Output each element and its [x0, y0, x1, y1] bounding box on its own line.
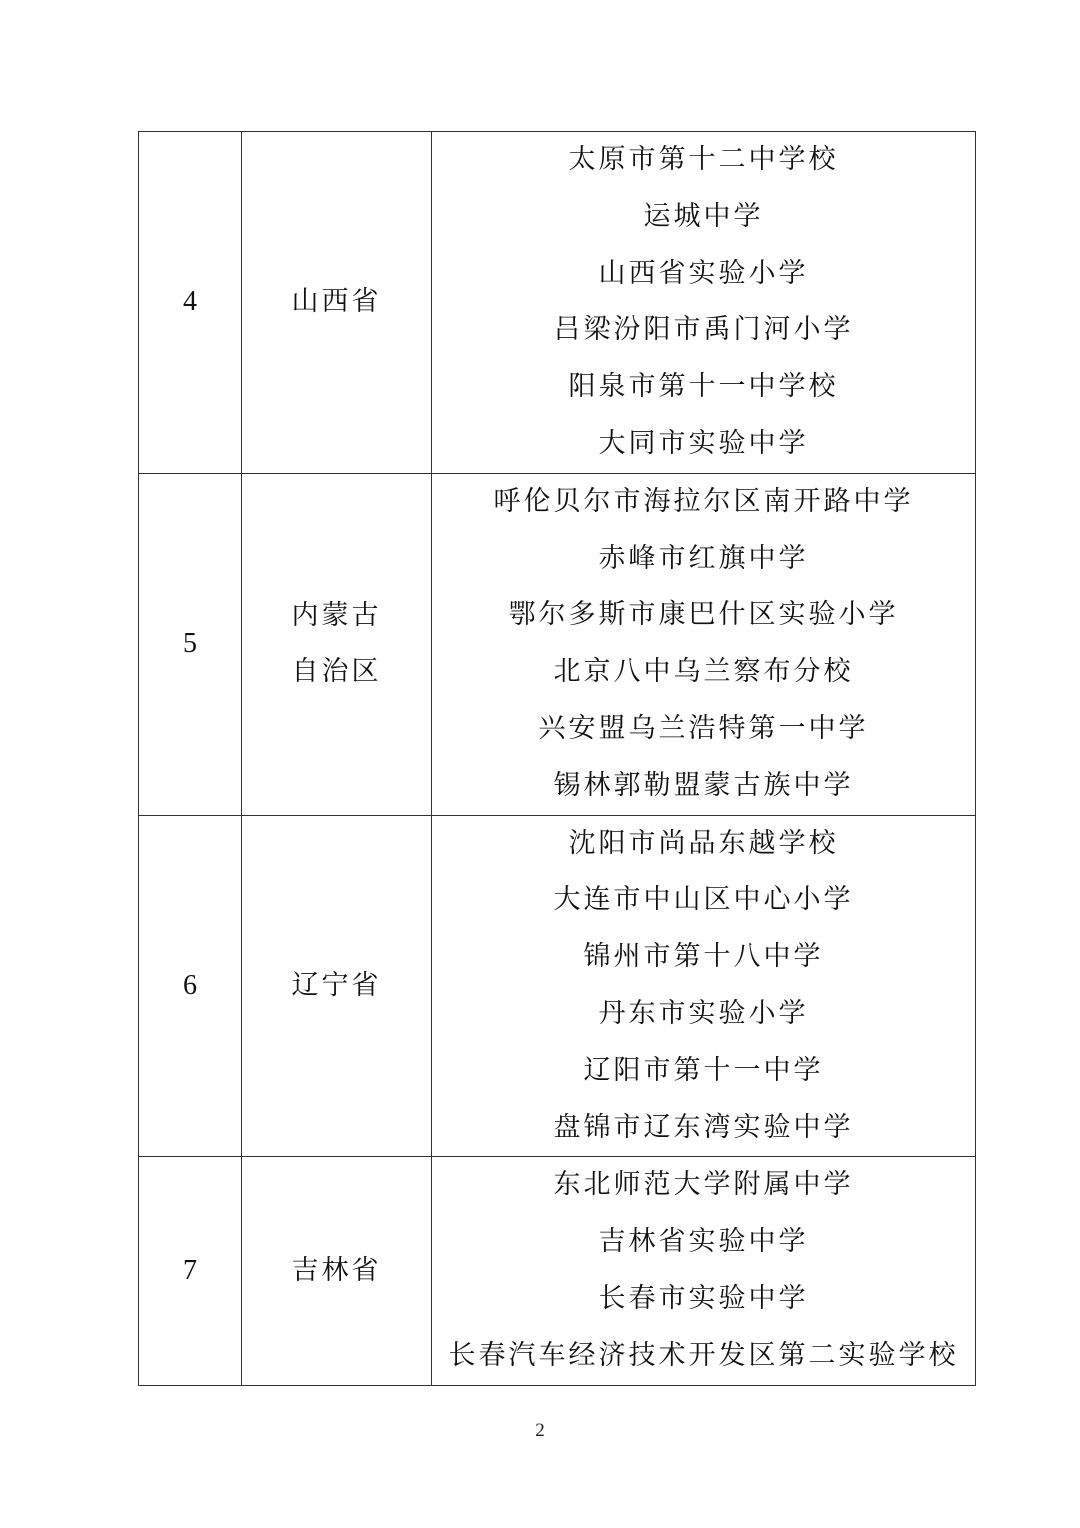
schools-cell [432, 473, 976, 815]
school-name: 北京八中乌兰察布分校 [553, 656, 854, 688]
table-row [139, 815, 976, 1157]
province-name: 吉林省 [291, 1254, 382, 1286]
table-row [139, 473, 976, 815]
province-cell [242, 815, 432, 1157]
province-cell [242, 132, 432, 474]
province-cell [242, 1157, 432, 1385]
province-cell [242, 473, 432, 815]
school-name: 辽阳市第十一中学 [583, 1054, 824, 1086]
page-number: 2 [535, 1420, 545, 1441]
school-list [432, 1157, 975, 1384]
school-name: 鄂尔多斯市康巴什区实验小学 [508, 599, 899, 631]
school-name: 丹东市实验小学 [598, 997, 809, 1029]
school-list [432, 132, 975, 473]
row-number: 6 [139, 815, 242, 1157]
school-list-table [138, 131, 976, 1386]
table-row [139, 132, 976, 474]
row-number: 5 [139, 473, 242, 815]
school-name: 长春汽车经济技术开发区第二实验学校 [448, 1339, 959, 1371]
school-name: 赤峰市红旗中学 [598, 542, 809, 574]
school-list [432, 474, 975, 815]
province-name: 山西省 [291, 286, 382, 318]
school-name: 大连市中山区中心小学 [553, 884, 854, 916]
school-name: 阳泉市第十一中学校 [568, 371, 839, 403]
school-name: 山西省实验小学 [598, 257, 809, 289]
school-name: 东北师范大学附属中学 [553, 1169, 854, 1201]
province-name-line-1: 内蒙古 [291, 600, 382, 632]
school-name: 锡林郭勒盟蒙古族中学 [553, 769, 854, 801]
school-name: 大同市实验中学 [598, 427, 809, 459]
row-number: 4 [139, 132, 242, 474]
schools-cell [432, 1157, 976, 1385]
school-name: 盘锦市辽东湾实验中学 [553, 1111, 854, 1143]
school-list [432, 816, 975, 1157]
school-name: 沈阳市尚品东越学校 [568, 827, 839, 859]
school-name: 吉林省实验中学 [598, 1226, 809, 1258]
school-name: 太原市第十二中学校 [568, 144, 839, 175]
school-name: 锦州市第十八中学 [583, 941, 824, 973]
table-row [139, 1157, 976, 1385]
row-number: 7 [139, 1157, 242, 1385]
schools-cell [432, 132, 976, 474]
province-name: 辽宁省 [291, 969, 382, 1001]
school-name: 呼伦贝尔市海拉尔区南开路中学 [493, 485, 914, 517]
schools-cell [432, 815, 976, 1157]
school-name: 吕梁汾阳市禹门河小学 [553, 314, 854, 346]
school-name: 运城中学 [643, 200, 764, 232]
school-name: 兴安盟乌兰浩特第一中学 [538, 712, 869, 744]
province-name-line-2: 自治区 [291, 656, 382, 688]
school-name: 长春市实验中学 [598, 1282, 809, 1314]
